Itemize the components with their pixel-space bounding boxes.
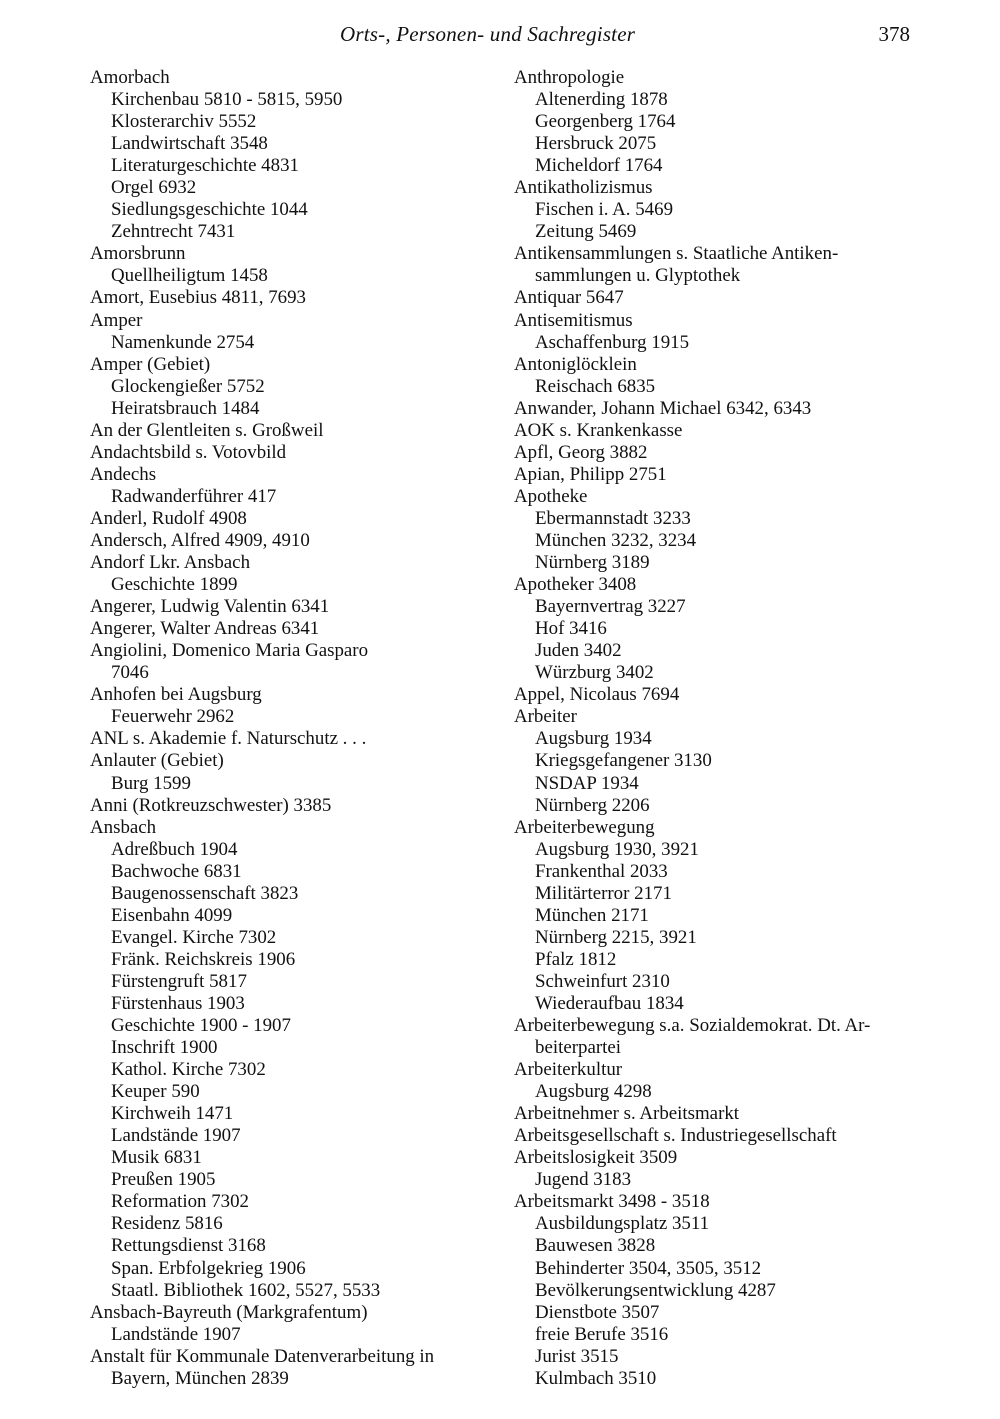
index-subentry: München 2171 bbox=[535, 904, 649, 926]
index-subentry: Preußen 1905 bbox=[111, 1169, 216, 1191]
index-subentry: sammlungen u. Glyptothek bbox=[535, 265, 741, 287]
index-entry: Amorbach bbox=[90, 67, 170, 88]
index-column-right bbox=[514, 67, 914, 1390]
index-subentry: Kirchweih 1471 bbox=[111, 1103, 234, 1125]
index-subentry: Landstände 1907 bbox=[111, 1323, 241, 1345]
index-subentry: beiterpartei bbox=[535, 1037, 622, 1059]
index-entry: Apotheke bbox=[514, 485, 588, 507]
index-entry: Anthropologie bbox=[514, 67, 625, 88]
index-subentry: Geschichte 1900 - 1907 bbox=[111, 1015, 291, 1037]
index-entry: Ansbach-Bayreuth (Markgrafentum) bbox=[90, 1301, 368, 1323]
index-subentry: Fürstengruft 5817 bbox=[111, 970, 247, 992]
index-subentry: Fürstenhaus 1903 bbox=[111, 992, 245, 1014]
index-subentry: Zehntrecht 7431 bbox=[111, 221, 236, 243]
index-entry: Amorsbrunn bbox=[90, 243, 186, 265]
index-subentry: Orgel 6932 bbox=[111, 177, 197, 199]
index-subentry: Adreßbuch 1904 bbox=[111, 838, 238, 860]
index-subentry: Hersbruck 2075 bbox=[535, 133, 657, 155]
index-subentry: Namenkunde 2754 bbox=[111, 331, 255, 353]
index-subentry: Burg 1599 bbox=[111, 772, 191, 794]
index-subentry: Radwanderführer 417 bbox=[111, 485, 277, 507]
index-subentry: Zeitung 5469 bbox=[535, 221, 637, 243]
index-entry: Andorf Lkr. Ansbach bbox=[90, 552, 251, 574]
index-subentry: Glockengießer 5752 bbox=[111, 375, 265, 397]
index-subentry: Reischach 6835 bbox=[535, 375, 656, 397]
index-subentry: Fischen i. A. 5469 bbox=[535, 199, 674, 221]
index-entry: Ansbach bbox=[90, 816, 157, 838]
index-subentry: Kriegsgefangener 3130 bbox=[535, 750, 712, 772]
index-subentry: Augsburg 4298 bbox=[535, 1081, 652, 1103]
index-entry: Anlauter (Gebiet) bbox=[90, 750, 224, 772]
index-entry: Arbeitslosigkeit 3509 bbox=[514, 1147, 678, 1169]
index-subentry: Rettungsdienst 3168 bbox=[111, 1235, 266, 1257]
index-entry: Amper (Gebiet) bbox=[90, 353, 211, 375]
index-entry: Anwander, Johann Michael 6342, 6343 bbox=[514, 397, 812, 419]
index-entry: Arbeiterbewegung s.a. Sozialdemokrat. Dt. Ar- bbox=[514, 1015, 871, 1037]
index-entry: ANL s. Akademie f. Naturschutz . . . bbox=[90, 728, 367, 750]
index-entry: Arbeiterbewegung bbox=[514, 816, 655, 838]
index-subentry: 7046 bbox=[111, 662, 149, 684]
index-subentry: Feuerwehr 2962 bbox=[111, 706, 235, 728]
index-subentry: Schweinfurt 2310 bbox=[535, 970, 670, 992]
index-subentry: Fränk. Reichskreis 1906 bbox=[111, 948, 296, 970]
index-subentry: Staatl. Bibliothek 1602, 5527, 5533 bbox=[111, 1279, 381, 1301]
index-subentry: Musik 6831 bbox=[111, 1147, 202, 1169]
index-entry: Apfl, Georg 3882 bbox=[514, 441, 648, 463]
index-subentry: Wiederaufbau 1834 bbox=[535, 992, 684, 1014]
index-subentry: Eisenbahn 4099 bbox=[111, 904, 233, 926]
index-subentry: Inschrift 1900 bbox=[111, 1037, 218, 1059]
index-subentry: Micheldorf 1764 bbox=[535, 155, 663, 177]
index-subentry: Literaturgeschichte 4831 bbox=[111, 155, 299, 177]
index-subentry: Würzburg 3402 bbox=[535, 662, 654, 684]
index-subentry: Ebermannstadt 3233 bbox=[535, 507, 691, 529]
index-subentry: Augsburg 1934 bbox=[535, 728, 652, 750]
index-column-left bbox=[90, 67, 500, 1390]
index-entry: Antiquar 5647 bbox=[514, 287, 624, 309]
index-entry: Antoniglöcklein bbox=[514, 353, 637, 375]
index-entry: Arbeitnehmer s. Arbeitsmarkt bbox=[514, 1103, 740, 1125]
index-entry: Anhofen bei Augsburg bbox=[90, 684, 262, 706]
index-entry: Arbeiterkultur bbox=[514, 1059, 623, 1081]
index-subentry: Bachwoche 6831 bbox=[111, 860, 242, 882]
index-subentry: Nürnberg 2206 bbox=[535, 794, 650, 816]
index-subentry: Pfalz 1812 bbox=[535, 948, 617, 970]
index-subentry: Bayern, München 2839 bbox=[111, 1367, 289, 1389]
index-subentry: Siedlungsgeschichte 1044 bbox=[111, 199, 308, 221]
index-subentry: Bauwesen 3828 bbox=[535, 1235, 656, 1257]
index-subentry: Kirchenbau 5810 - 5815, 5950 bbox=[111, 89, 343, 111]
index-entry: Anderl, Rudolf 4908 bbox=[90, 507, 247, 529]
index-subentry: Heiratsbrauch 1484 bbox=[111, 397, 260, 419]
index-subentry: Landwirtschaft 3548 bbox=[111, 133, 268, 155]
index-entry: Apotheker 3408 bbox=[514, 574, 637, 596]
index-subentry: Nürnberg 2215, 3921 bbox=[535, 926, 697, 948]
index-subentry: NSDAP 1934 bbox=[535, 772, 639, 794]
index-subentry: Bayernvertrag 3227 bbox=[535, 596, 686, 618]
index-subentry: Keuper 590 bbox=[111, 1081, 200, 1103]
index-entry: An der Glentleiten s. Großweil bbox=[90, 419, 324, 441]
index-entry: Angerer, Ludwig Valentin 6341 bbox=[90, 596, 330, 618]
index-subentry: Augsburg 1930, 3921 bbox=[535, 838, 699, 860]
index-entry: Andachtsbild s. Votovbild bbox=[90, 441, 287, 463]
index-subentry: Evangel. Kirche 7302 bbox=[111, 926, 277, 948]
index-subentry: Jugend 3183 bbox=[535, 1169, 632, 1191]
index-subentry: freie Berufe 3516 bbox=[535, 1323, 669, 1345]
index-entry: Anni (Rotkreuzschwester) 3385 bbox=[90, 794, 332, 816]
index-subentry: München 3232, 3234 bbox=[535, 529, 697, 551]
index-entry: Andersch, Alfred 4909, 4910 bbox=[90, 529, 310, 551]
index-entry: AOK s. Krankenkasse bbox=[514, 419, 683, 441]
running-title: Orts-, Personen- und Sachregister bbox=[340, 22, 636, 46]
index-entry: Andechs bbox=[90, 463, 157, 485]
index-subentry: Span. Erbfolgekrieg 1906 bbox=[111, 1257, 306, 1279]
index-subentry: Dienstbote 3507 bbox=[535, 1301, 660, 1323]
index-subentry: Quellheiligtum 1458 bbox=[111, 265, 268, 287]
index-subentry: Residenz 5816 bbox=[111, 1213, 223, 1235]
index-entry: Antikensammlungen s. Staatliche Antiken- bbox=[514, 243, 839, 265]
index-subentry: Baugenossenschaft 3823 bbox=[111, 882, 299, 904]
index-subentry: Ausbildungsplatz 3511 bbox=[535, 1213, 710, 1235]
index-subentry: Landstände 1907 bbox=[111, 1125, 241, 1147]
index-entry: Antikatholizismus bbox=[514, 177, 653, 199]
index-entry: Arbeitsmarkt 3498 - 3518 bbox=[514, 1191, 710, 1213]
index-entry: Angiolini, Domenico Maria Gasparo bbox=[90, 640, 369, 662]
index-subentry: Behinderter 3504, 3505, 3512 bbox=[535, 1257, 762, 1279]
index-subentry: Georgenberg 1764 bbox=[535, 111, 676, 133]
index-subentry: Reformation 7302 bbox=[111, 1191, 249, 1213]
index-subentry: Aschaffenburg 1915 bbox=[535, 331, 690, 353]
index-entry: Arbeitsgesellschaft s. Industriegesellschaft bbox=[514, 1125, 837, 1147]
index-subentry: Frankenthal 2033 bbox=[535, 860, 668, 882]
index-entry: Amper bbox=[90, 309, 143, 331]
index-entry: Appel, Nicolaus 7694 bbox=[514, 684, 680, 706]
index-entry: Anstalt für Kommunale Datenverarbeitung in bbox=[90, 1345, 435, 1367]
index-subentry: Juden 3402 bbox=[535, 640, 622, 662]
page-header bbox=[0, 22, 1000, 52]
index-subentry: Kulmbach 3510 bbox=[535, 1367, 657, 1389]
index-subentry: Jurist 3515 bbox=[535, 1345, 619, 1367]
index-subentry: Altenerding 1878 bbox=[535, 89, 668, 111]
index-subentry: Kathol. Kirche 7302 bbox=[111, 1059, 266, 1081]
index-subentry: Klosterarchiv 5552 bbox=[111, 111, 257, 133]
page-number: 378 bbox=[878, 22, 910, 46]
index-subentry: Bevölkerungsentwicklung 4287 bbox=[535, 1279, 776, 1301]
index-subentry: Hof 3416 bbox=[535, 618, 607, 640]
index-subentry: Nürnberg 3189 bbox=[535, 552, 650, 574]
index-entry: Antisemitismus bbox=[514, 309, 633, 331]
index-entry: Apian, Philipp 2751 bbox=[514, 463, 667, 485]
index-subentry: Militärterror 2171 bbox=[535, 882, 672, 904]
index-entry: Amort, Eusebius 4811, 7693 bbox=[90, 287, 307, 309]
index-entry: Arbeiter bbox=[514, 706, 577, 728]
index-subentry: Geschichte 1899 bbox=[111, 574, 238, 596]
index-entry: Angerer, Walter Andreas 6341 bbox=[90, 618, 320, 640]
